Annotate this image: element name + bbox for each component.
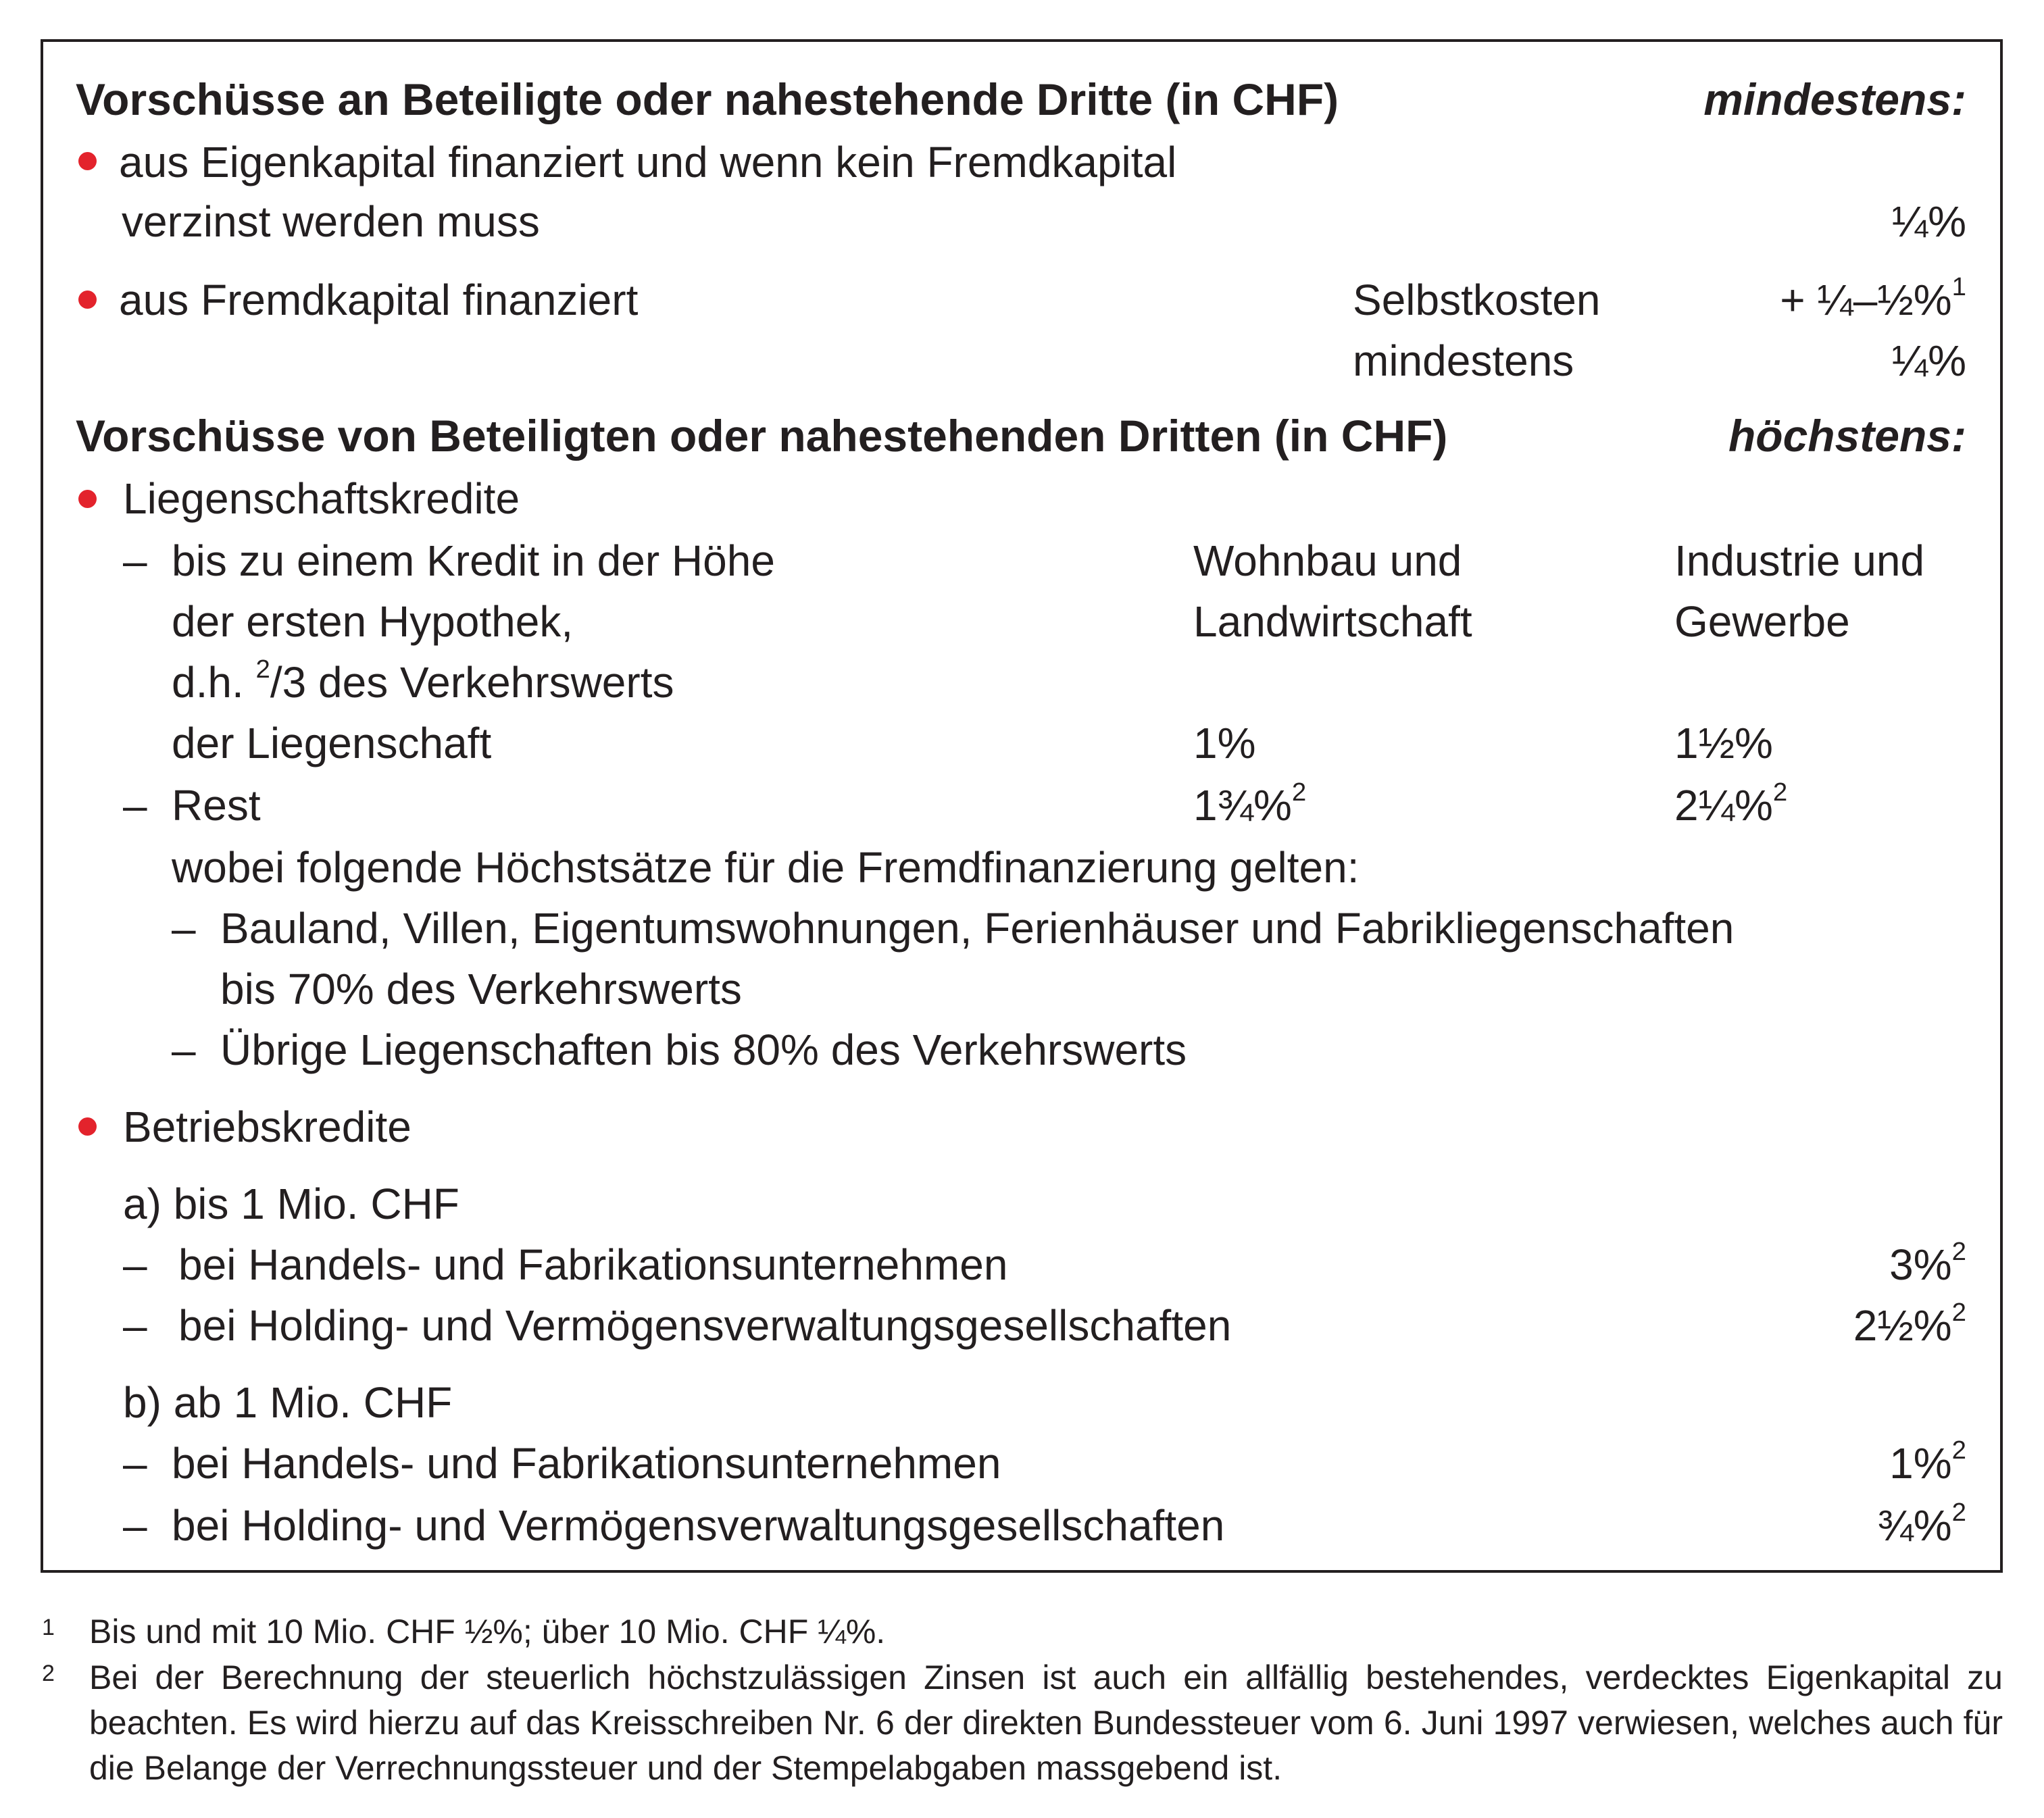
- liegenschaftskredite-title: Liegenschaftskredite: [123, 474, 520, 523]
- footnote-ref-2: 2: [1951, 1298, 1966, 1328]
- liegenschaft-line1: bis zu einem Kredit in der Höhe: [172, 536, 775, 585]
- betrieb-a1-rate: 3%$^2$: [1889, 1237, 1966, 1289]
- betrieb-a2-label: bei Holding- und Vermögensverwaltungsgesellschaften: [178, 1301, 1232, 1350]
- bullet-icon: [78, 1117, 97, 1136]
- rest-col1-rate: 1¾%$^2$: [1193, 778, 1307, 830]
- footnote-ref-2: 2: [1951, 1436, 1966, 1465]
- footnote-ref-1: 1: [1951, 272, 1966, 302]
- betrieb-b1-rate: 1%$^2$: [1889, 1436, 1966, 1488]
- dash: –: [123, 1301, 147, 1350]
- dash: –: [123, 1240, 147, 1289]
- footnote-ref-2: 2: [1772, 778, 1788, 807]
- col1-head-line2: Landwirtschaft: [1193, 597, 1472, 646]
- betrieb-a2-rate: 2½%$^2$: [1853, 1298, 1966, 1350]
- footnote-1-text: Bis und mit 10 Mio. CHF ½%; über 10 Mio. CHF ¼%.: [89, 1613, 886, 1650]
- liegenschaft-line2: der ersten Hypothek,: [172, 597, 574, 646]
- rest-col2-rate: 2¼%$^2$: [1674, 778, 1788, 830]
- section1-item2-mindestens: mindestens: [1353, 336, 1574, 385]
- liegenschaft-line3: d.h. $^2$/3 des Verkehrswerts: [172, 655, 674, 707]
- rest-label: Rest: [172, 781, 261, 830]
- footnote-2-number: 2: [42, 1661, 55, 1686]
- dash: –: [123, 781, 147, 830]
- col2-head-line1: Industrie und: [1674, 536, 1925, 585]
- liegenschaft-line4: der Liegenschaft: [172, 719, 492, 767]
- col1-rate: 1%: [1193, 719, 1256, 767]
- section1-item2-selbstkosten: Selbstkosten: [1353, 276, 1601, 324]
- col1-head-line1: Wohnbau und: [1193, 536, 1462, 585]
- section1-qualifier: mindestens:: [1703, 74, 1966, 124]
- bullet-icon: [78, 152, 97, 170]
- section1-item2-rate1: + ¼–½%$^1$: [1780, 272, 1966, 324]
- col2-head-line2: Gewerbe: [1674, 597, 1850, 646]
- betrieb-a-label: a) bis 1 Mio. CHF: [123, 1180, 459, 1228]
- sub1-line2: bis 70% des Verkehrswerts: [220, 965, 742, 1013]
- section2-qualifier: höchstens:: [1728, 411, 1966, 461]
- footnote-1-number: 1: [42, 1615, 55, 1640]
- bullet-icon: [78, 291, 97, 309]
- dash: –: [172, 1026, 196, 1074]
- section1-item1-line1: aus Eigenkapital finanziert und wenn kein Fremdkapital: [119, 138, 1177, 186]
- sub1-line1: Bauland, Villen, Eigentumswohnungen, Ferienhäuser und Fabrikliegenschaften: [220, 904, 1735, 953]
- section1-item2-label: aus Fremdkapital finanziert: [119, 276, 639, 324]
- betriebskredite-title: Betriebskredite: [123, 1103, 412, 1151]
- bullet-icon: [78, 490, 97, 508]
- section2-heading: Vorschüsse von Beteiligten oder nahestehenden Dritten (in CHF): [76, 411, 1448, 461]
- betrieb-b2-rate: ¾%$^2$: [1877, 1498, 1966, 1550]
- footnote-2-text: Bei der Berechnung der steuerlich höchstzulässigen Zinsen ist auch ein allfällig bestehendes, verdecktes Eigenkapital zu beachten. Es wird hierzu auf das Kreisschreiben Nr. 6 der direkten Bundessteuer vom 6. Juni 1997 verwiesen, welches auch für die Belange der Verrechnungssteuer und der Stempelabgaben massgebend ist.: [89, 1659, 2003, 1787]
- sub2: Übrige Liegenschaften bis 80% des Verkehrswerts: [220, 1026, 1187, 1074]
- footnote-ref-2: 2: [1951, 1498, 1966, 1527]
- section1-item1-line2: verzinst werden muss: [122, 197, 540, 246]
- betrieb-a1-label: bei Handels- und Fabrikationsunternehmen: [178, 1240, 1008, 1289]
- betrieb-b-label: b) ab 1 Mio. CHF: [123, 1378, 453, 1427]
- betrieb-b1-label: bei Handels- und Fabrikationsunternehmen: [172, 1439, 1001, 1488]
- section1-item1-rate: ¼%: [1891, 197, 1966, 246]
- dash: –: [123, 1501, 147, 1550]
- footnote-ref-2: 2: [1291, 778, 1307, 807]
- dash: –: [172, 904, 196, 953]
- col2-rate: 1½%: [1674, 719, 1773, 767]
- dash: –: [123, 1439, 147, 1488]
- section1-heading: Vorschüsse an Beteiligte oder nahestehende Dritte (in CHF): [76, 74, 1339, 124]
- section1-item2-rate2: ¼%: [1891, 336, 1966, 385]
- betrieb-b2-label: bei Holding- und Vermögensverwaltungsgesellschaften: [172, 1501, 1225, 1550]
- wobei-text: wobei folgende Höchstsätze für die Fremdfinanzierung gelten:: [172, 843, 1360, 892]
- dash: –: [123, 536, 147, 585]
- footnote-ref-2: 2: [1951, 1237, 1966, 1267]
